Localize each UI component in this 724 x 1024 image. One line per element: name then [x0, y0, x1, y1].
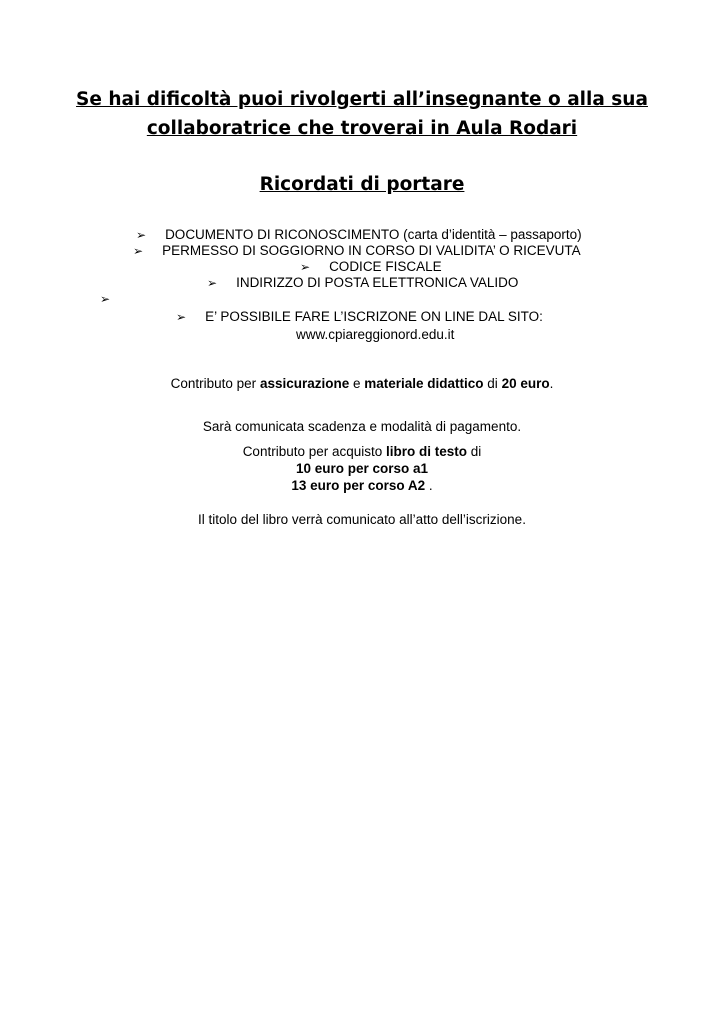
contribution-insurance: assicurazione [259, 376, 350, 391]
price-a2: 13 euro per corso A2 [291, 478, 426, 493]
list-item [176, 309, 543, 324]
website-url: www.cpiareggionord.edu.it [296, 327, 455, 342]
list-item-text: INDIRIZZO DI POSTA ELETTRONICA VALIDO [236, 275, 519, 290]
list-item [207, 275, 518, 290]
contribution-material: materiale didattico [364, 376, 484, 391]
list-item [100, 291, 129, 306]
book-suffix: di [467, 444, 482, 459]
list-item-text: PERMESSO DI SOGGIORNO IN CORSO DI VALIDITA’ O RICEVUTA [162, 243, 581, 258]
deadline-note: Sarà comunicata scadenza e modalità di pagamento. [202, 419, 522, 434]
arrow-bullet-icon: ➢ [176, 310, 187, 324]
book-bold: libro di testo [386, 444, 468, 459]
contribution-end: . [549, 376, 554, 391]
arrow-bullet-icon: ➢ [300, 260, 311, 274]
price-a2-end: . [425, 478, 433, 493]
price-a2-line [0, 478, 724, 493]
book-prefix: Contributo per acquisto [242, 444, 387, 459]
closing-note: Il titolo del libro verrà comunicato all’atto dell’iscrizione. [198, 512, 526, 527]
list-item-text: CODICE FISCALE [329, 259, 442, 274]
contribution-of: di [483, 376, 502, 391]
list-item-text: E’ POSSIBILE FARE L’ISCRIZONE ON LINE DAL SITO: [205, 309, 543, 324]
price-a1: 10 euro per corso a1 [295, 461, 429, 476]
contribution-prefix: Contributo per [170, 376, 260, 391]
book-contribution-line [0, 444, 724, 459]
arrow-bullet-icon: ➢ [100, 292, 111, 306]
list-item [136, 227, 582, 242]
heading-line-2: collaboratrice che troverai in Aula Rodari [146, 118, 578, 139]
list-item [300, 259, 442, 274]
contribution-line [0, 376, 724, 391]
arrow-bullet-icon: ➢ [136, 228, 147, 242]
list-item-text: DOCUMENTO DI RICONOSCIMENTO (carta d’identità – passaporto) [165, 227, 582, 242]
contribution-and: e [349, 376, 365, 391]
contribution-amount: 20 euro [501, 376, 550, 391]
arrow-bullet-icon: ➢ [207, 276, 218, 290]
subtitle: Ricordati di portare [259, 174, 465, 195]
heading-line-1: Se hai dificoltà puoi rivolgerti all’insegnante o alla sua [76, 89, 648, 110]
arrow-bullet-icon: ➢ [133, 244, 144, 258]
list-item [133, 243, 581, 258]
